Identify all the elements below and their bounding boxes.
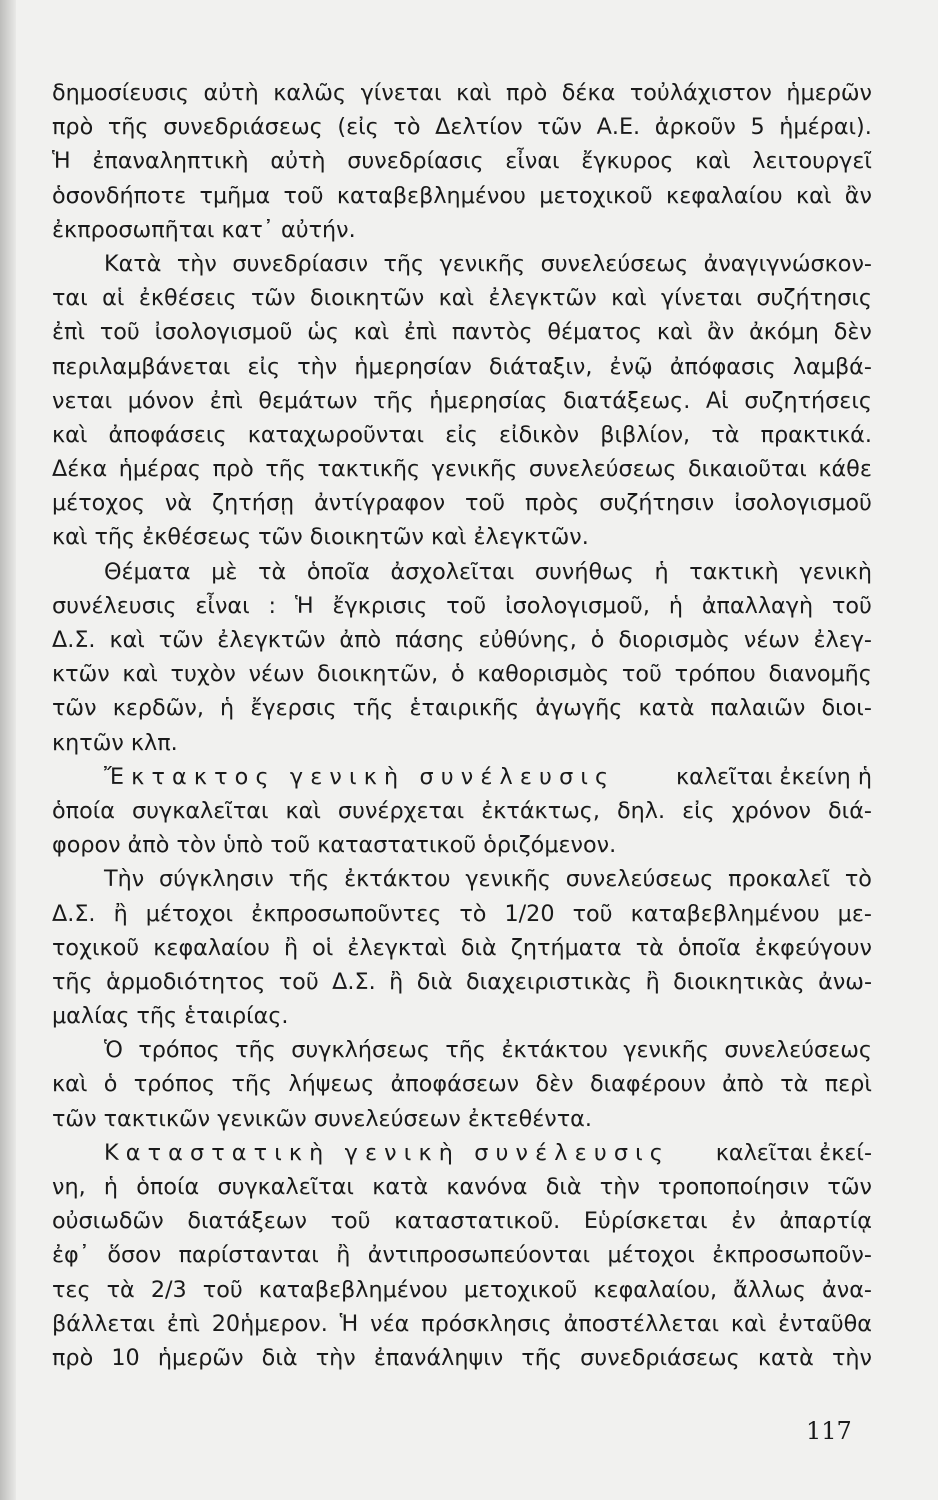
text-line: οὐσιωδῶν διατάξεων τοῦ καταστατικοῦ. Εὑρίσκεται ἐν ἀπαρτίᾳ	[52, 1208, 872, 1235]
body-text	[52, 76, 872, 1375]
spaced-heading: Ἔκτακτος γενικὴ συνέλευσις	[104, 763, 616, 790]
text-line: Τὴν σύγκλησιν τῆς ἐκτάκτου γενικῆς συνελεύσεως προκαλεῖ τὸ	[104, 866, 872, 893]
text-line: δημοσίευσις αὐτὴ καλῶς γίνεται καὶ πρὸ δέκα τοὐλάχιστον ἡμερῶν	[52, 80, 872, 106]
text-line: καὶ τῆς ἐκθέσεως τῶν διοικητῶν καὶ ἐλεγκτῶν.	[52, 524, 589, 551]
text-line: τῆς ἁρμοδιότητος τοῦ Δ.Σ. ἢ διὰ διαχειριστικὰς ἢ διοικητικὰς ἀνω-	[52, 968, 872, 995]
text-line: ται αἱ ἐκθέσεις τῶν διοικητῶν καὶ ἐλεγκτῶν καὶ γίνεται συζήτησις	[52, 285, 872, 312]
text-line: κτῶν καὶ τυχὸν νέων διοικητῶν, ὁ καθορισμὸς τοῦ τρόπου διανομῆς	[52, 661, 872, 688]
text-line: ἐπὶ τοῦ ἰσολογισμοῦ ὡς καὶ ἐπὶ παντὸς θέματος καὶ ἂν ἀκόμη δὲν	[52, 319, 872, 346]
text-line: ὁποία συγκαλεῖται καὶ συνέρχεται ἐκτάκτως, δηλ. εἰς χρόνον διά-	[52, 797, 872, 824]
text-line: μαλίας τῆς ἑταιρίας.	[52, 1003, 289, 1030]
text-line: τῶν κερδῶν, ἡ ἔγερσις τῆς ἑταιρικῆς ἀγωγῆς κατὰ παλαιῶν διοι-	[52, 695, 872, 722]
text-line: νη, ἡ ὁποία συγκαλεῖται κατὰ κανόνα διὰ τὴν τροποποίησιν τῶν	[52, 1174, 872, 1200]
text-line: Ὁ τρόπος τῆς συγκλήσεως τῆς ἐκτάκτου γενικῆς συνελεύσεως	[104, 1037, 872, 1064]
text-line: Δ.Σ. καὶ τῶν ἐλεγκτῶν ἀπὸ πάσης εὐθύνης, ὁ διορισμὸς νέων ἐλεγ-	[52, 627, 872, 653]
text-line: νεται μόνον ἐπὶ θεμάτων τῆς ἡμερησίας διατάξεως. Αἱ συζητήσεις	[52, 387, 872, 414]
spaced-heading: Καταστατικὴ γενικὴ συνέλευσις	[104, 1139, 671, 1166]
text-line	[52, 760, 872, 794]
text-line	[52, 1136, 872, 1170]
text-line: μέτοχος νὰ ζητήσῃ ἀντίγραφον τοῦ πρὸς συζήτησιν ἰσολογισμοῦ	[52, 490, 872, 517]
text-line: περιλαμβάνεται εἰς τὴν ἡμερησίαν διάταξιν, ἐνῷ ἀπόφασις λαμβά-	[52, 353, 872, 380]
text-line: κητῶν κλπ.	[52, 729, 178, 756]
text-line: Δ.Σ. ἢ μέτοχοι ἐκπροσωποῦντες τὸ 1/20 τοῦ καταβεβλημένου με-	[52, 900, 872, 927]
page-gutter-shadow	[0, 0, 16, 1500]
line-text: καλεῖται ἐκείνη ἡ	[676, 763, 872, 790]
text-line: βάλλεται ἐπὶ 20ἡμερον. Ἡ νέα πρόσκλησις ἀποστέλλεται καὶ ἐνταῦθα	[52, 1310, 872, 1337]
text-line: τοχικοῦ κεφαλαίου ἢ οἱ ἐλεγκταὶ διὰ ζητήματα τὰ ὁποῖα ἐκφεύγουν	[52, 934, 872, 961]
line-text: καλεῖται ἐκεί-	[715, 1139, 872, 1166]
text-line: τῶν τακτικῶν γενικῶν συνελεύσεων ἐκτεθέντα.	[52, 1105, 592, 1132]
text-line: Ἡ ἐπαναληπτικὴ αὐτὴ συνεδρίασις εἶναι ἔγκυρος καὶ λειτουργεῖ	[52, 148, 872, 175]
text-line: ὁσονδήποτε τμῆμα τοῦ καταβεβλημένου μετοχικοῦ κεφαλαίου καὶ ἂν	[52, 182, 872, 209]
text-line: Κατὰ τὴν συνεδρίασιν τῆς γενικῆς συνελεύσεως ἀναγιγνώσκον-	[104, 250, 872, 277]
text-line: πρὸ τῆς συνεδριάσεως (εἰς τὸ Δελτίον τῶν Α.Ε. ἀρκοῦν 5 ἡμέραι).	[52, 114, 872, 141]
text-line: τες τὰ 2/3 τοῦ καταβεβλημένου μετοχικοῦ κεφαλαίου, ἄλλως ἀνα-	[52, 1276, 872, 1303]
text-line: ἐφ᾽ ὅσον παρίστανται ἢ ἀντιπροσωπεύονται μέτοχοι ἐκπροσωποῦν-	[52, 1242, 872, 1269]
text-line: καὶ ἀποφάσεις καταχωροῦνται εἰς εἰδικὸν βιβλίον, τὰ πρακτικά.	[52, 421, 872, 448]
text-line: φορον ἀπὸ τὸν ὑπὸ τοῦ καταστατικοῦ ὁριζόμενον.	[52, 832, 617, 859]
text-line: ἐκπροσωπῆται κατ᾽ αὐτήν.	[52, 216, 356, 243]
text-line: συνέλευσις εἶναι : Ἡ ἔγκρισις τοῦ ἰσολογισμοῦ, ἡ ἀπαλλαγὴ τοῦ	[52, 592, 872, 619]
page-number: 117	[806, 1417, 852, 1445]
text-line: Δέκα ἡμέρας πρὸ τῆς τακτικῆς γενικῆς συνελεύσεως δικαιοῦται κάθε	[52, 456, 872, 483]
text-line: Θέματα μὲ τὰ ὁποῖα ἀσχολεῖται συνήθως ἡ τακτικὴ γενικὴ	[104, 558, 872, 585]
text-line: καὶ ὁ τρόπος τῆς λήψεως ἀποφάσεων δὲν διαφέρουν ἀπὸ τὰ περὶ	[52, 1071, 872, 1098]
text-line: πρὸ 10 ἡμερῶν διὰ τὴν ἐπανάληψιν τῆς συνεδριάσεως κατὰ τὴν	[52, 1344, 872, 1371]
